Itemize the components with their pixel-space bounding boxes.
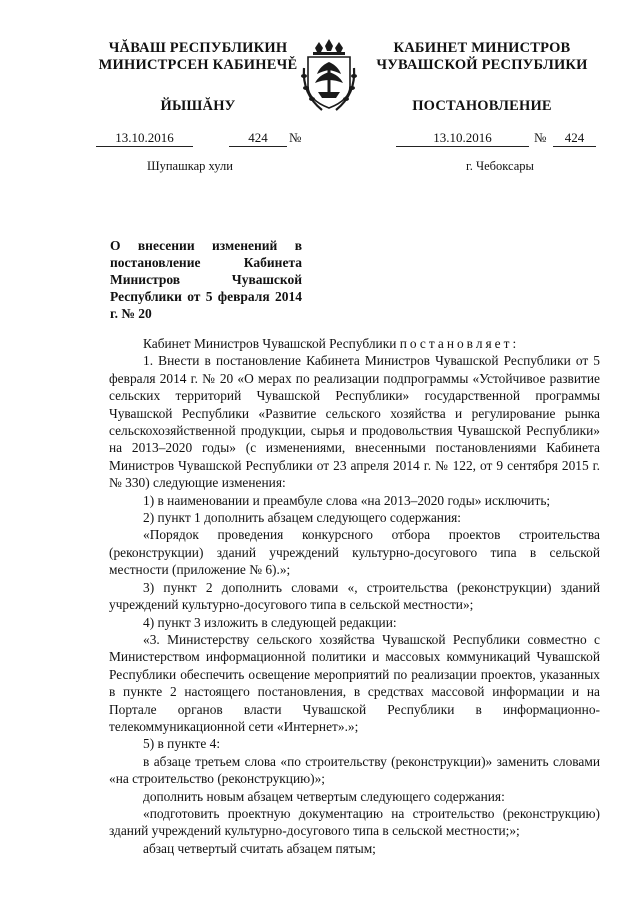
body-paragraph: 4) пункт 3 изложить в следующей редакции:: [143, 614, 397, 630]
number-sign-right: №: [534, 130, 547, 145]
intro-text: Кабинет Министров Чувашской Республики: [143, 336, 400, 351]
number-field-right: [553, 130, 596, 147]
doc-type-chuvash: ЙЫШĂНУ: [160, 98, 236, 114]
body-paragraph: абзац четвертый считать абзацем пятым;: [143, 840, 376, 856]
header-right-russian: [357, 40, 607, 115]
number-sign-left: №: [289, 130, 302, 145]
date-right: 13.10.2016: [433, 130, 492, 145]
org-name-chuvash-line2: МИНИСТРСЕН КАБИНЕЧĚ: [98, 57, 298, 73]
date-field-left: [96, 130, 193, 147]
coat-of-arms-icon: [298, 38, 360, 116]
place-left: Шупашкар хули: [147, 159, 233, 173]
body-paragraph: 1. Внести в постановление Кабинета Министров Чувашской Республики от 5 февраля 2014 г. № 20 «О мерах по реализации подпрограммы «Устойчивое развитие сельских территорий Чувашской Республики» государственной программы Чувашской Республики «Развитие сельского хозяйства и регулирование рынка сельскохозяйственной продукции, сырья и продовольствия Чувашской Республики» на 2013–2020 годы» (с изменениями, внесенными постановлениями Кабинета Министров Чувашской Республики от 23 апреля 2014 г. № 122, от 9 сентября 2015 г. № 330) следующие изменения:: [109, 353, 600, 491]
org-name-chuvash-line1: ЧĂВАШ РЕСПУБЛИКИН: [108, 40, 288, 56]
doc-type-russian: ПОСТАНОВЛЕНИЕ: [412, 98, 552, 114]
body-paragraph: 1) в наименовании и преамбуле слова «на 2013–2020 годы» исключить;: [143, 492, 551, 508]
registration-row: [0, 130, 640, 148]
number-field-left: [229, 130, 287, 147]
body-paragraph: «подготовить проектную документацию на строительство (реконструкцию) зданий учреждений культурно-досугового типа в сельской местности;»;: [109, 805, 600, 839]
header-left-chuvash: [73, 40, 323, 115]
body-paragraph: 5) в пункте 4:: [143, 736, 221, 752]
body-paragraph: «Порядок проведения конкурсного отбора проектов строительства (реконструкции) зданий учреждений культурно-досугового типа в сельской местности (приложение № 6).»;: [109, 527, 600, 578]
body-intro: [109, 335, 600, 352]
body-paragraph: «3. Министерству сельского хозяйства Чувашской Республики совместно с Министерством информационной политики и массовых коммуникаций Чувашской Республики обеспечить освещение мероприятий по реализации проектов, указанных в пункте 2 настоящего постановления, в средствах массовой информации и на Портале органов власти Чувашской Республики в информационно-телекоммуникационной сети «Интернет».»;: [109, 631, 600, 734]
body-paragraph: дополнить новым абзацем четвертым следующего содержания:: [143, 788, 505, 804]
body-paragraph: в абзаце третьем слова «по строительству (реконструкции)» заменить словами «на строительство (реконструкцию)»;: [109, 753, 600, 787]
document-subject: О внесении изменений в постановление Кабинета Министров Чувашской Республики от 5 февраля 2014 г. № 20: [110, 238, 302, 321]
intro-spaced-word: постановляет:: [399, 336, 520, 351]
org-name-russian-line2: ЧУВАШСКОЙ РЕСПУБЛИКИ: [376, 57, 588, 73]
document-body: [109, 335, 600, 857]
date-field-right: [396, 130, 529, 147]
place-right: г. Чебоксары: [466, 159, 534, 173]
date-left: 13.10.2016: [115, 130, 174, 145]
number-right: 424: [564, 130, 585, 145]
number-left: 424: [248, 130, 268, 145]
body-paragraph: 2) пункт 1 дополнить абзацем следующего содержания:: [143, 510, 462, 526]
body-paragraph: 3) пункт 2 дополнить словами «, строительства (реконструкции) зданий учреждений культурно-досугового типа в сельской местности»;: [109, 579, 600, 613]
org-name-russian-line1: КАБИНЕТ МИНИСТРОВ: [393, 40, 571, 56]
